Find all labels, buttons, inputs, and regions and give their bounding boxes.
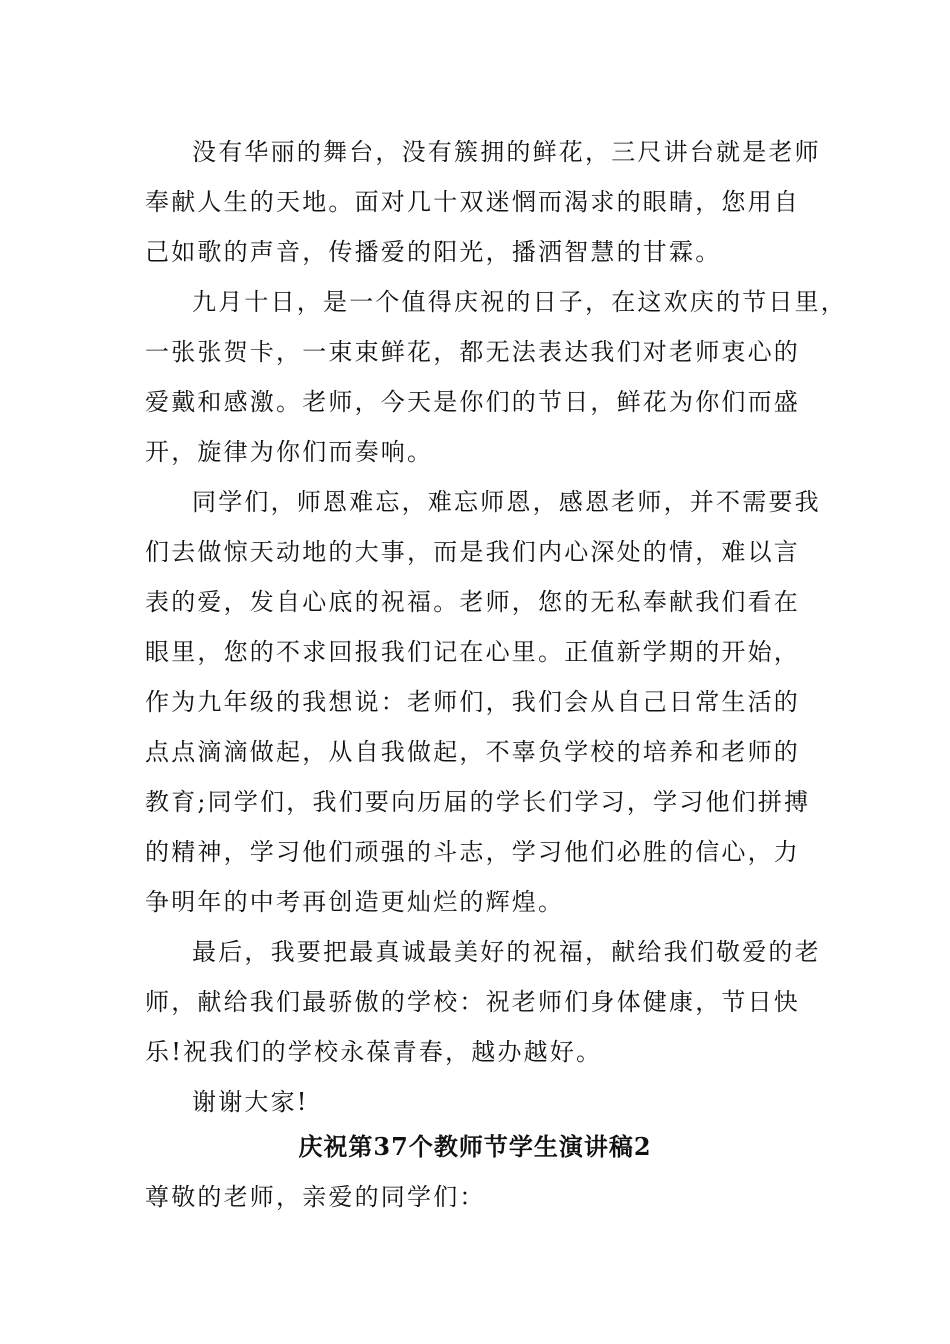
speech-heading: 庆祝第37个教师节学生演讲稿2 bbox=[298, 1132, 652, 1161]
paragraph-2-line-3: 爱戴和感激。老师，今天是你们的节日，鲜花为你们而盛 bbox=[145, 388, 800, 416]
paragraph-3-line-2: 们去做惊天动地的大事，而是我们内心深处的情，难以言 bbox=[145, 538, 800, 566]
paragraph-5-line-1: 谢谢大家! bbox=[192, 1088, 309, 1116]
paragraph-3-line-1: 同学们，师恩难忘，难忘师恩，感恩老师，并不需要我 bbox=[192, 488, 821, 516]
paragraph-3-line-9: 争明年的中考再创造更灿烂的辉煌。 bbox=[145, 888, 565, 916]
paragraph-1-line-1: 没有华丽的舞台，没有簇拥的鲜花，三尺讲台就是老师 bbox=[192, 138, 821, 166]
paragraph-2-line-1: 九月十日，是一个值得庆祝的日子，在这欢庆的节日里， bbox=[192, 288, 847, 316]
paragraph-3-line-4: 眼里，您的不求回报我们记在心里。正值新学期的开始， bbox=[145, 638, 800, 666]
paragraph-4-line-2: 师，献给我们最骄傲的学校：祝老师们身体健康，节日快 bbox=[145, 988, 800, 1016]
paragraph-3-line-8: 的精神，学习他们顽强的斗志，学习他们必胜的信心，力 bbox=[145, 838, 800, 866]
paragraph-4-line-1: 最后，我要把最真诚最美好的祝福，献给我们敬爱的老 bbox=[192, 938, 821, 966]
paragraph-3-line-5: 作为九年级的我想说：老师们，我们会从自己日常生活的 bbox=[145, 688, 800, 716]
paragraph-3-line-6: 点点滴滴做起，从自我做起，不辜负学校的培养和老师的 bbox=[145, 738, 800, 766]
paragraph-2-line-4: 开，旋律为你们而奏响。 bbox=[145, 438, 434, 466]
paragraph-3-line-3: 表的爱，发自心底的祝福。老师，您的无私奉献我们看在 bbox=[145, 588, 800, 616]
salutation: 尊敬的老师，亲爱的同学们： bbox=[145, 1183, 486, 1211]
paragraph-4-line-3: 乐!祝我们的学校永葆青春，越办越好。 bbox=[145, 1038, 603, 1066]
paragraph-2-line-2: 一张张贺卡，一束束鲜花，都无法表达我们对老师衷心的 bbox=[145, 338, 800, 366]
paragraph-3-line-7: 教育;同学们，我们要向历届的学长们学习，学习他们拼搏 bbox=[145, 788, 811, 816]
paragraph-1-line-2: 奉献人生的天地。面对几十双迷惘而渴求的眼睛，您用自 bbox=[145, 188, 800, 216]
paragraph-1-line-3: 己如歌的声音，传播爱的阳光，播洒智慧的甘霖。 bbox=[145, 238, 722, 266]
